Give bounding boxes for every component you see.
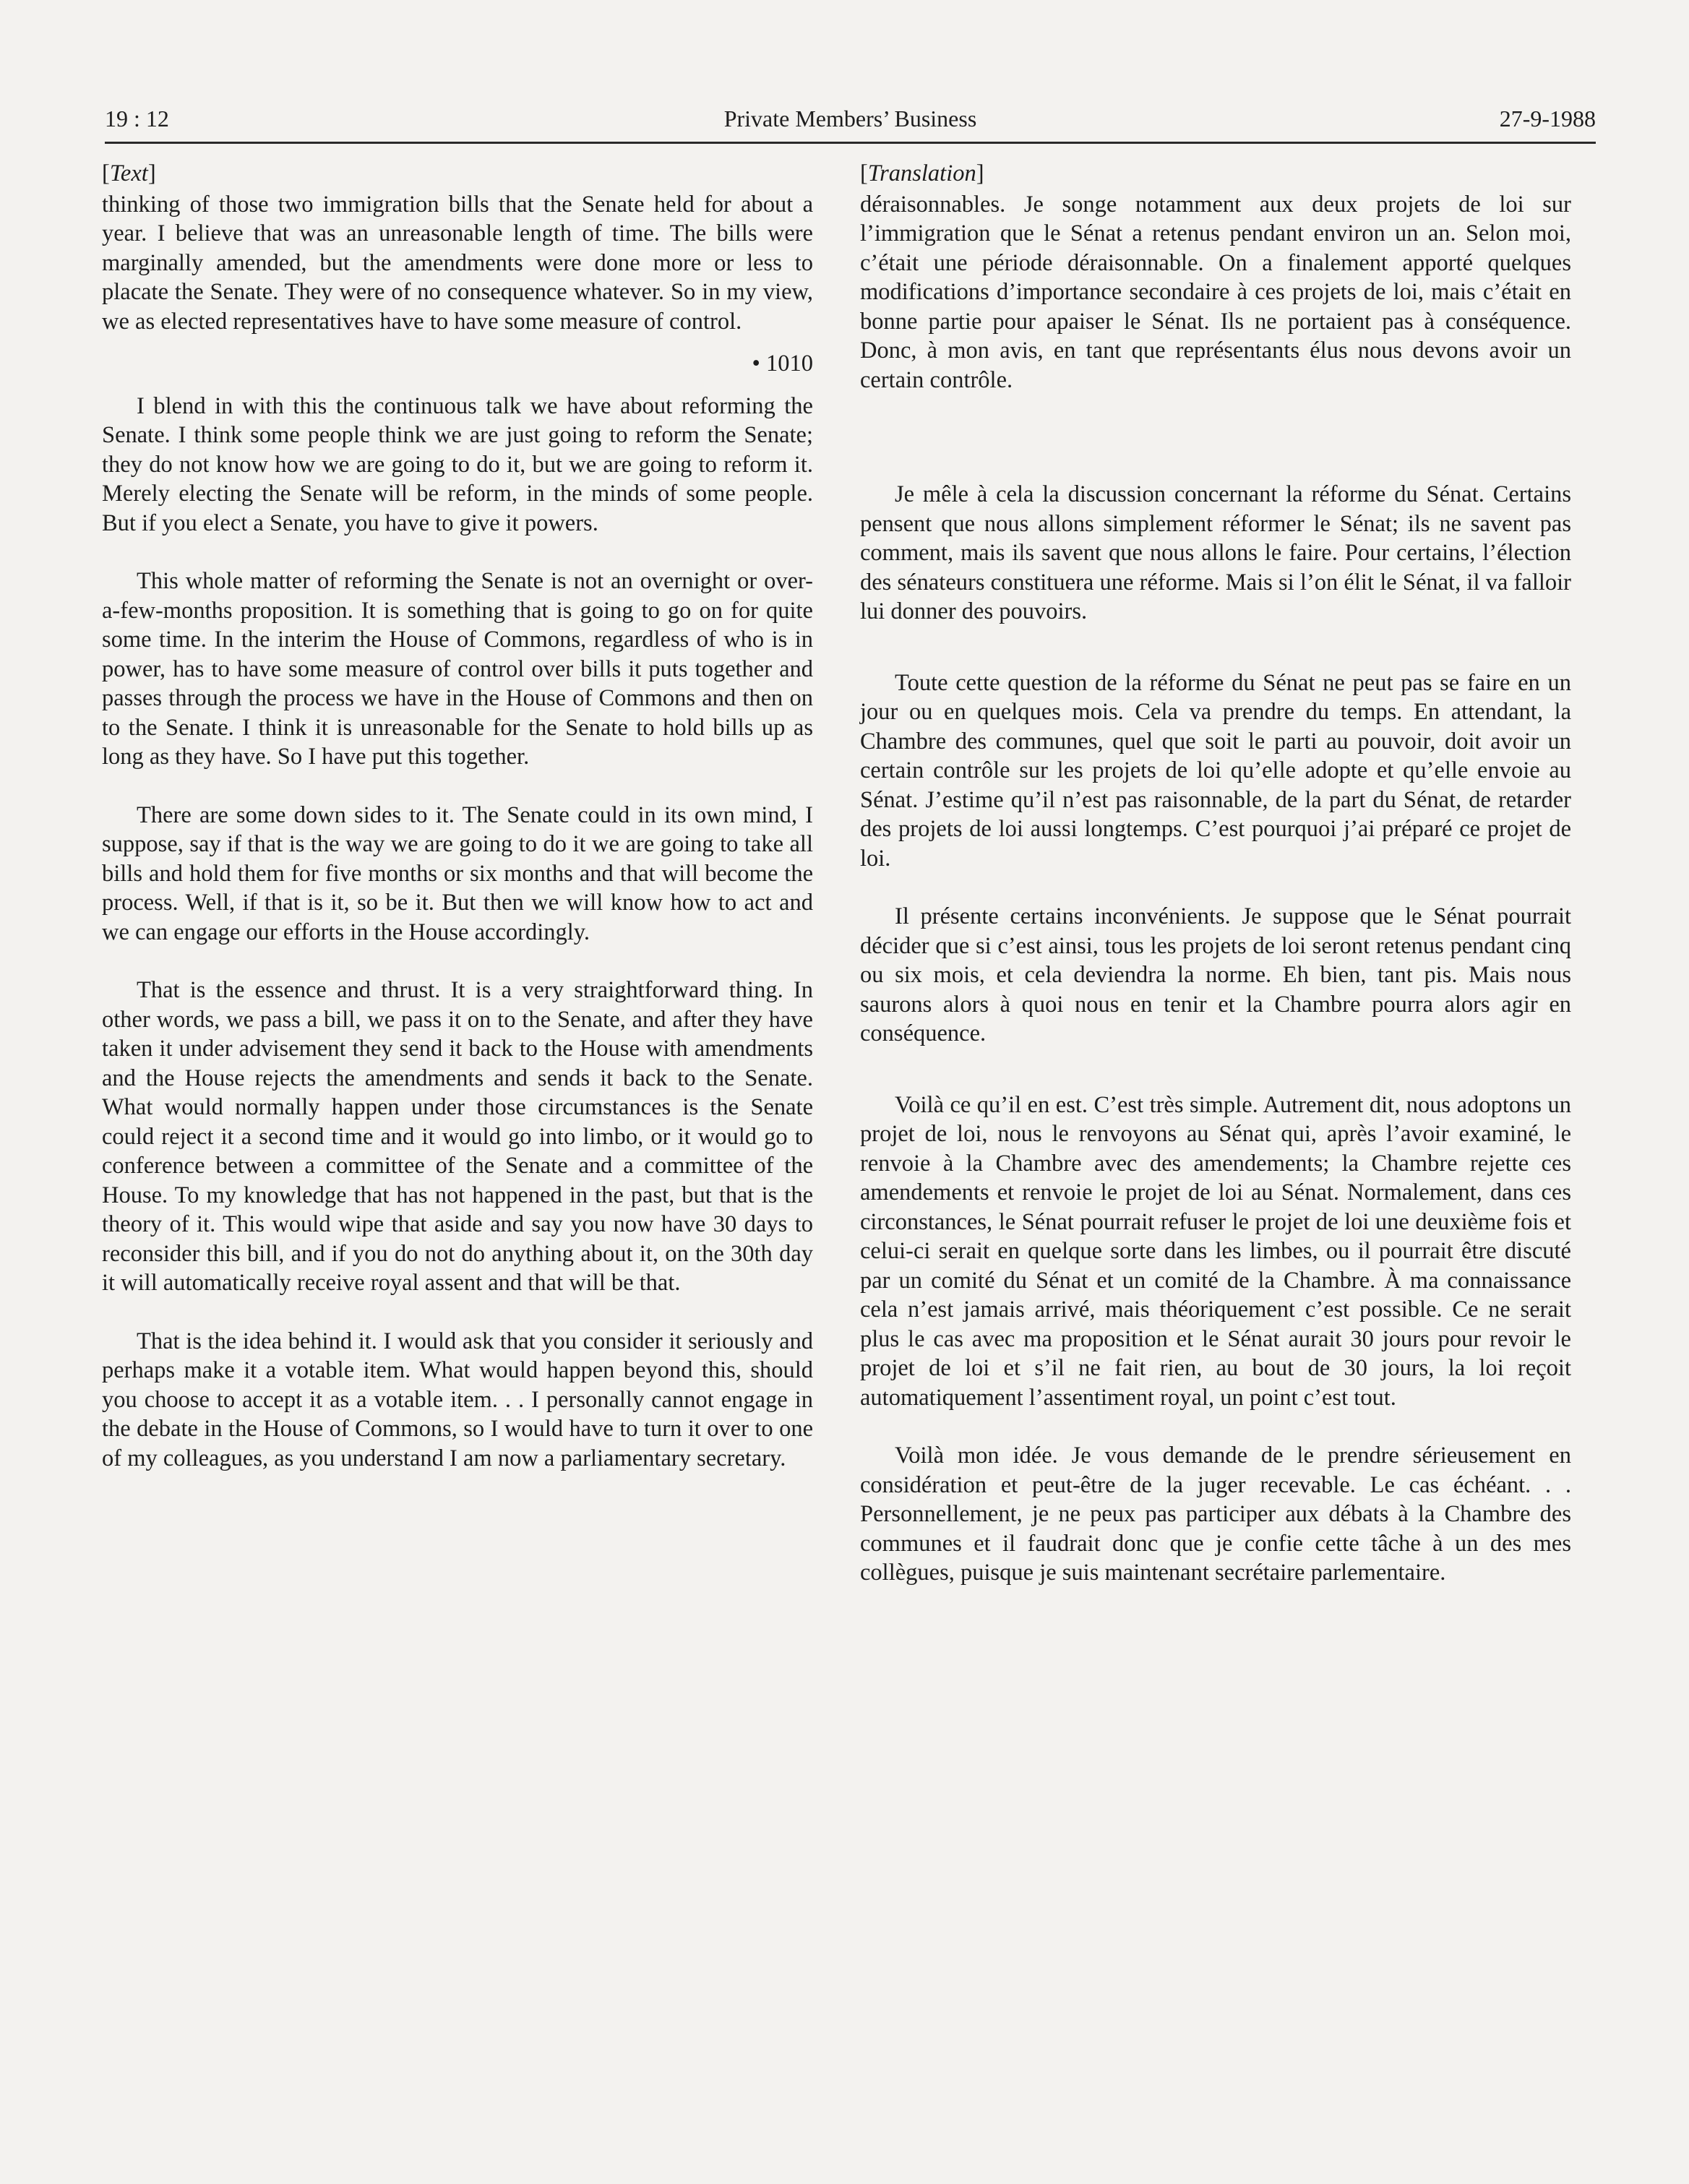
paragraph: Je mêle à cela la discussion concernant la réforme du Sénat. Certains pensent que nous allons simplement réformer le Sénat; ils ne savent pas comment, mais ils savent que nous allons le faire. Pour certains, l’élection des sénateurs constituera une réforme. Mais si l’on élit le Sénat, il va falloir lui donner des pouvoirs. [860, 481, 1571, 624]
running-title: Private Members’ Business [723, 106, 977, 132]
paragraph: Voilà mon idée. Je vous demande de le prendre sérieusement en considération et peut-être de la juger recevable. Le cas échéant. . . Personnellement, je ne peux pas participer aux débats à la Chambre des communes et il faudrait donc que je confie cette tâche à un des mes collègues, puisque je suis maintenant secrétaire parlementaire. [860, 1443, 1571, 1586]
paragraph: Voilà ce qu’il en est. C’est très simple. Autrement dit, nous adoptons un projet de loi, nous le renvoyons au Sénat qui, après l’avoir examiné, le renvoie à la Chambre avec des amendements; la Chambre rejette ces amendements et renvoie le projet de loi au Sénat. Normalement, dans ces circonstances, le Sénat pourrait refuser le projet de loi une deuxième fois et celui-ci serait en quelque sorte dans les limbes, ou il pourrait être discuté par un comité du Sénat et un comité de la Chambre. À ma connaissance cela n’est jamais arrivé, mais théoriquement c’est possible. Ce ne serait plus le cas avec ma proposition et le Sénat aurait 30 jours pour revoir le projet de loi et s’il ne fait rien, au bout de 30 jours, la loi reçoit automatiquement l’assentiment royal, un point c’est tout. [860, 1091, 1571, 1411]
paragraph: This whole matter of reforming the Senate is not an overnight or over-a-few-months proposition. It is something that is going to go on for quite some time. In the interim the House of Commons, regardless of who is in power, has to have some measure of control over bills it puts together and passes through the process we have in the House of Commons and then on to the Senate. I think it is unreasonable for the Senate to hold bills up as long as they have. So I have put this together. [102, 568, 813, 770]
paragraph: There are some down sides to it. The Senate could in its own mind, I suppose, say if that is the way we are going to do it we are going to take all bills and hold them for five months or six months and that will become the process. Well, if that is it, so be it. But then we will know how to act and we can engage our efforts in the House accordingly. [102, 801, 813, 945]
sitting-date: 27-9-1988 [1499, 106, 1596, 132]
paragraph: Toute cette question de la réforme du Sénat ne peut pas se faire en un jour ou en quelques mois. Cela va prendre du temps. En attendant, la Chambre des communes, quel que soit le parti au pouvoir, doit avoir un certain contrôle sur les projets de loi qu’elle adopte et qu’elle envoie au Sénat. J’estime qu’il n’est pas raisonnable, de la part du Sénat, de retarder des projets de loi aussi longtemps. C’est pourquoi j’ai préparé ce projet de loi. [860, 669, 1571, 872]
translation-label: [Translation] [860, 160, 984, 186]
french-column [860, 159, 1571, 1588]
paragraph: That is the idea behind it. I would ask that you consider it seriously and perhaps make it a votable item. What would happen beyond this, should you choose to accept it as a votable item. . . I personally cannot engage in the debate in the House of Commons, so I would have to turn it over to one of my colleagues, as you understand I am now a parliamentary secretary. [102, 1328, 813, 1471]
english-column [102, 159, 813, 1473]
text-label: [Text] [102, 160, 156, 186]
page-number: 19 : 12 [105, 106, 169, 132]
paragraph: I blend in with this the continuous talk we have about reforming the Senate. I think some people think we are just going to reform the Senate; they do not know how we are going to do it, but we are going to reform it. Merely electing the Senate will be reform, in the minds of some people. But if you elect a Senate, you have to give it powers. [102, 392, 813, 536]
paragraph: That is the essence and thrust. It is a very straightforward thing. In other words, we pass a bill, we pass it on to the Senate, and after they have taken it under advisement they send it back to the House with amendments and the House rejects the amendments and sends it back to the Senate. What would normally happen under those circumstances is the Senate could reject it a second time and it would go into limbo, or it would go to conference between a committee of the Senate and a committee of the House. To my knowledge that has not happened in the past, but that is the theory of it. This would wipe that aside and say you now have 30 days to reconsider this bill, and if you do not do anything about it, on the 30th day it will automatically receive royal assent and that will be that. [102, 977, 813, 1296]
paragraph: déraisonnables. Je songe notamment aux deux projets de loi sur l’immigration que le Sénat a retenus pendant environ un an. Selon moi, c’était une période déraisonnable. On a finalement apporté quelques modifications d’importance secondaire à ces projets de loi, mais c’était en bonne partie pour apaiser le Sénat. Ils ne portaient pas à conséquence. Donc, à mon avis, en tant que représentants élus nous devons avoir un certain contrôle. [860, 191, 1571, 393]
paragraph: Il présente certains inconvénients. Je suppose que le Sénat pourrait décider que si c’est ainsi, tous les projets de loi seront retenus pendant cinq ou six mois, et cela deviendra la norme. Eh bien, tant pis. Mais nous saurons alors à quoi nous en tenir et la Chambre pourra alors agir en conséquence. [860, 903, 1571, 1046]
page-header [105, 101, 1596, 144]
time-marker: • 1010 [752, 351, 813, 377]
paragraph: thinking of those two immigration bills that the Senate held for about a year. I believe that was an unreasonable length of time. The bills were marginally amended, but the amendments were done more or less to placate the Senate. They were of no consequence whatever. So in my view, we as elected representatives have to have some measure of control. [102, 191, 813, 335]
